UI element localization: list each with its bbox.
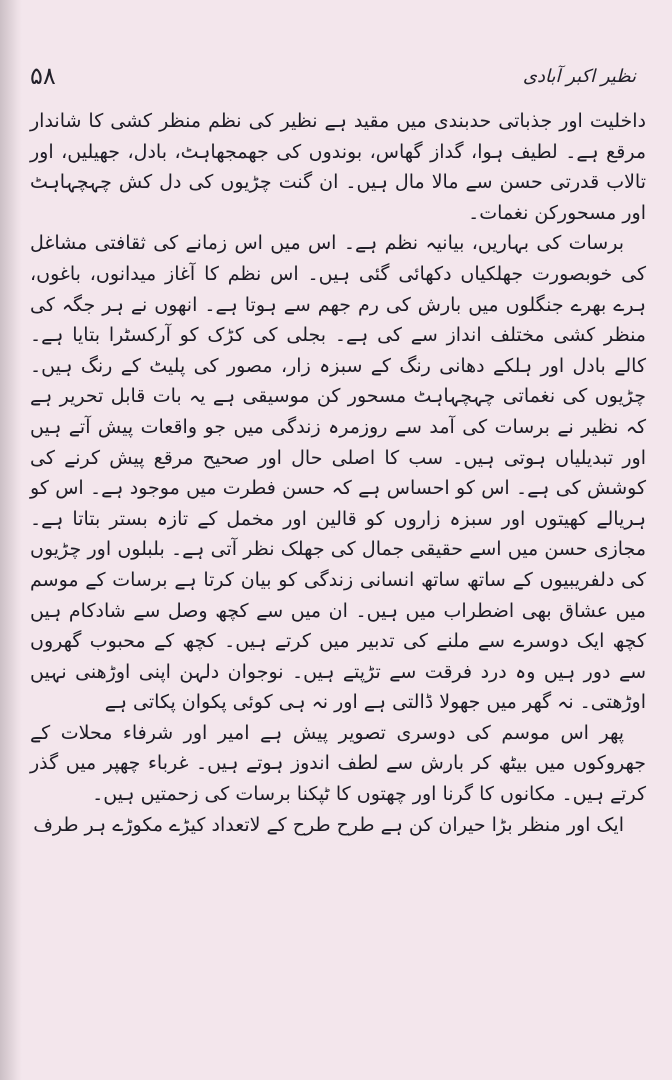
page-number: ۵۸ — [30, 62, 56, 90]
paragraph-1: داخلیت اور جذباتی حدبندی میں مقید ہے نظیر کی نظم منظر کشی کا شاندار مرقع ہے۔ لطیف ہوا، گداز گھاس، بوندوں کی جھمجھاہٹ، بادل، جھیلیں، اور تالاب قدرتی حسن سے مالا مال ہیں۔ ان گنت چڑیوں کی دل کش چہچہاہٹ اور مسحورکن نغمات۔ — [30, 110, 646, 224]
page-gutter-shadow — [0, 0, 22, 1080]
page-header — [30, 58, 636, 98]
paragraph-4: ایک اور منظر بڑا حیران کن ہے طرح طرح کے لاتعداد کیڑے مکوڑے ہر طرف — [33, 813, 624, 836]
paragraph-3: پھر اس موسم کی دوسری تصویر پیش ہے امیر اور شرفاء محلات کے جھروکوں میں بیٹھ کر بارش سے لطف اندوز ہوتے ہیں۔ غرباء چھپر میں گذر کرتے ہیں۔ مکانوں کا گرنا اور چھتوں کا ٹپکنا برسات کی زحمتیں ہیں۔ — [30, 721, 646, 806]
paragraph-2: برسات کی بہاریں، بیانیہ نظم ہے۔ اس میں اس زمانے کی ثقافتی مشاغل کی خوبصورت جھلکیاں دکھائی گئی ہیں۔ اس نظم کا آغاز میدانوں، باغوں، ہرے بھرے جنگلوں میں بارش کی رم جھم سے ہوتا ہے۔ انھوں نے ہر جگہ کی منظر کشی مختلف انداز سے کی ہے۔ بجلی کی کڑک کو آرکسٹرا بتایا ہے۔ کالے بادل اور ہلکے دھانی رنگ کے سبزہ زار، مصور کی پلیٹ کے رنگ ہیں۔ چڑیوں کی نغماتی چہچہاہٹ مسحور کن موسیقی ہے یہ بات قابل تحریر ہے کہ نظیر نے برسات کی آمد سے روزمرہ زندگی میں جو واقعات پیش آتے ہیں اور تبدیلیاں ہوتی ہیں۔ سب کا اصلی حال اور صحیح مرقع پیش کرنے کی کوشش کی ہے۔ اس کو احساس ہے کہ حسن فطرت میں موجود ہے۔ اس کو ہریالے کھیتوں اور سبزہ زاروں کو قالین اور مخمل کے تازہ بستر بتاتا ہے۔ مجازی حسن میں اسے حقیقی جمال کی جھلک نظر آتی ہے۔ بلبلوں اور چڑیوں کی دلفریبیوں کے ساتھ ساتھ انسانی زندگی کو بیان کرتا ہے برسات کے موسم میں عشاق بھی اضطراب میں ہیں۔ ان میں سے کچھ وصل سے شادکام ہیں کچھ ایک دوسرے سے ملنے کی تدبیر میں کرتے ہیں۔ کچھ کے محبوب گھروں سے دور ہیں وہ درد فرقت سے تڑپتے ہیں۔ نوجوان دلہن اپنی اوڑھنی نہیں اوڑھتی۔ نہ گھر میں جھولا ڈالتی ہے اور نہ ہی کوئی پکوان پکاتی ہے — [30, 232, 646, 714]
running-head-author: نظیر اکبر آبادی — [522, 66, 636, 87]
body-text — [30, 106, 646, 840]
